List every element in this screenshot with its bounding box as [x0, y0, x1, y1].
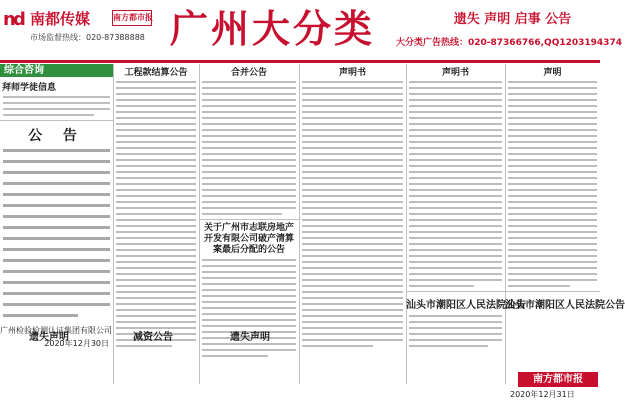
- bottom-lost-notice-b: 遗失声明: [230, 332, 270, 343]
- section-head-consulting: 综合咨询: [0, 64, 113, 77]
- bottom-capital-reduction: 减资公告: [133, 332, 173, 343]
- court-notice-heading-a: 汕头市潮阳区人民法院公告: [406, 300, 526, 311]
- court-notice-heading-b: 汕头市潮阳区人民法院公告: [505, 300, 625, 311]
- nd-logo-icon: [3, 6, 27, 30]
- bottom-lost-notice-a: 遗失声明: [29, 332, 69, 343]
- statement-c-title: 声明: [543, 68, 562, 78]
- column-statement-c: [505, 64, 625, 384]
- settlement-text: [113, 81, 199, 347]
- merger-text: [199, 81, 299, 215]
- merger-title: 合并公告: [230, 68, 267, 78]
- statement-b-text: [406, 81, 505, 287]
- statement-b-title: 声明书: [441, 68, 469, 78]
- ad-hotline: 大分类广告热线：020-87366766,QQ1203194374: [396, 38, 622, 48]
- statement-a-text: [299, 81, 406, 347]
- settlement-title: 工程款结算公告: [124, 68, 188, 78]
- statement-a-title: 声明书: [338, 68, 366, 78]
- notice-title: 公 告: [28, 128, 85, 144]
- notice-body: [0, 149, 113, 317]
- apprentice-heading: 拜师学徒信息: [2, 83, 57, 93]
- logo-badge: 南方都市报: [112, 10, 152, 26]
- notice-date: 2020年12月30日: [44, 339, 109, 348]
- svg-text:n: n: [3, 9, 16, 30]
- supervision-hotline: 市场监督热线：020-87388888: [30, 33, 145, 42]
- logo-text: 南都传媒: [30, 10, 91, 28]
- notice-signoff: 广州检验检测认证集团有限公司: [0, 326, 112, 335]
- banner-subtitle: 遗失 声明 启事 公告: [453, 12, 572, 27]
- page-header: [0, 0, 622, 63]
- banner-title: 广州大分类: [170, 7, 376, 51]
- apprentice-text: [0, 96, 113, 116]
- column-statement-a: [299, 64, 407, 384]
- footer-brand: 南方都市报: [518, 372, 598, 387]
- bankruptcy-heading: 关于广州市志联房地产开发有限公司破产清算案最后分配的公告: [203, 223, 294, 255]
- column-statement-b: [406, 64, 526, 384]
- court-notice-text-a: [406, 315, 505, 347]
- statement-c-text: [505, 81, 600, 287]
- svg-text:d: d: [13, 9, 26, 30]
- footer-date: 2020年12月31日: [510, 390, 575, 399]
